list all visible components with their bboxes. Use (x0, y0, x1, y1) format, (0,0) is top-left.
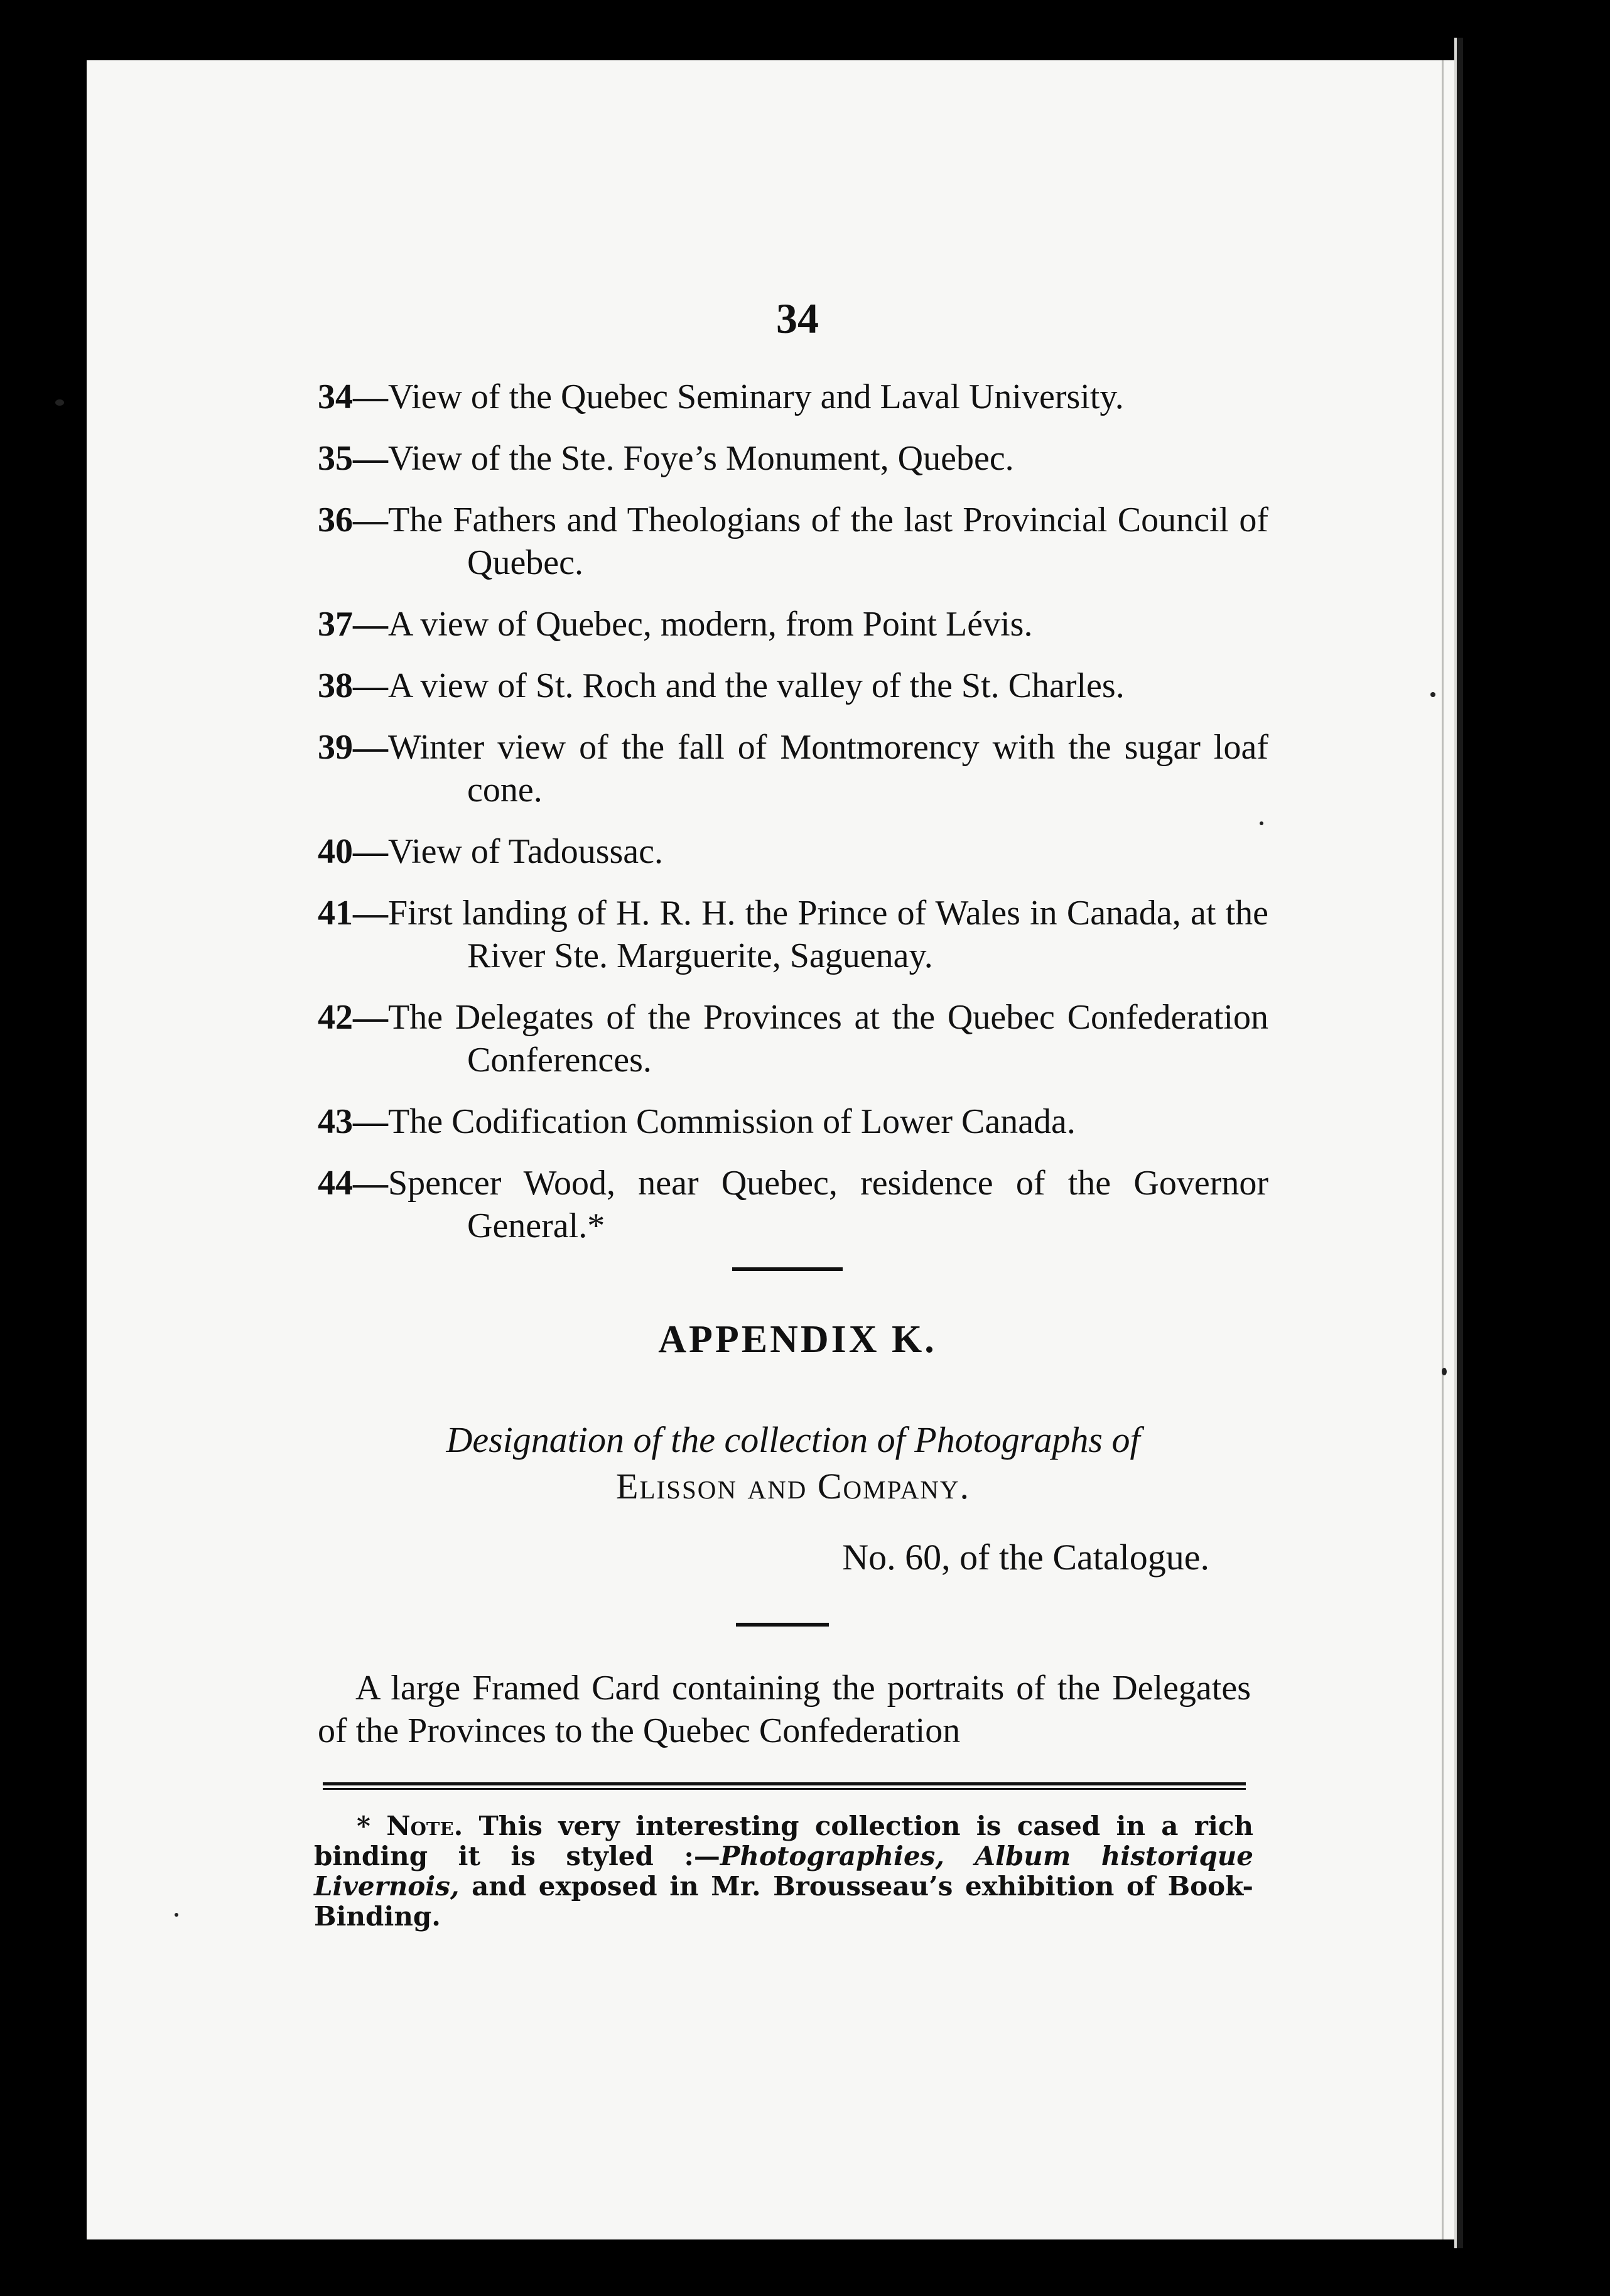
page-fold-line (1442, 60, 1444, 2239)
entry-number: 42— (318, 998, 388, 1037)
list-item (318, 664, 1268, 707)
footnote-italic-title: Photographies, Album historique Livernois, (314, 1841, 1253, 1902)
footnote-text: This very interesting collection is cased in a rich binding it is styled :— (314, 1811, 1253, 1871)
designation-text: Designation of the collection of Photographs of (446, 1419, 1140, 1460)
list-item (318, 376, 1268, 418)
section-divider (732, 1267, 843, 1271)
entry-text: The Codification Commission of Lower Canada. (388, 1102, 1076, 1141)
entry-number: 44— (318, 1164, 388, 1203)
entry-text: A view of St. Roch and the valley of the St. Charles. (388, 666, 1125, 705)
entry-number: 37— (318, 605, 388, 644)
framed-card-paragraph: A large Framed Card containing the portraits of the Delegates of the Provinces to the Quebec Confederation (318, 1669, 1251, 1750)
list-item (318, 499, 1268, 584)
footnote-marker: * (357, 1811, 387, 1841)
scan-speck (1442, 1368, 1447, 1375)
list-item (318, 726, 1268, 811)
binding-edge (1454, 38, 1463, 2248)
footnote (314, 1811, 1253, 1932)
catalogue-reference: No. 60, of the Catalogue. (842, 1537, 1209, 1578)
list-item (318, 830, 1268, 873)
entry-text: The Delegates of the Provinces at the Quebec Confederation Conferences. (388, 998, 1268, 1080)
entry-number: 34— (318, 377, 388, 416)
section-divider (736, 1623, 829, 1627)
scan-speck (1430, 692, 1435, 697)
entry-text: Winter view of the fall of Montmorency with the sugar loaf cone. (388, 728, 1268, 810)
footnote-note-word: Note. (386, 1811, 463, 1841)
appendix-designation (318, 1417, 1268, 1510)
entry-number: 39— (318, 728, 388, 767)
entry-text: Spencer Wood, near Quebec, residence of the Governor General.* (388, 1164, 1268, 1245)
appendix-heading: APPENDIX K. (658, 1318, 937, 1361)
list-item (318, 603, 1268, 646)
entry-number: 35— (318, 439, 388, 478)
list-item (318, 1162, 1268, 1247)
entry-number: 38— (318, 666, 388, 705)
entry-text: First landing of H. R. H. the Prince of Wales in Canada, at the River Ste. Marguerite, Saguenay. (388, 894, 1268, 975)
list-item (318, 996, 1268, 1081)
entry-text: View of Tadoussac. (388, 832, 664, 871)
scan-speck (175, 1913, 178, 1917)
footnote-rule (323, 1782, 1246, 1790)
list-item (318, 892, 1268, 977)
entry-text: View of the Quebec Seminary and Laval University. (388, 377, 1124, 416)
entry-text: The Fathers and Theologians of the last Provincial Council of Quebec. (388, 501, 1268, 582)
list-item (318, 437, 1268, 480)
list-item (318, 1100, 1268, 1143)
page-number: 34 (776, 295, 819, 342)
entry-text: A view of Quebec, modern, from Point Lévis. (388, 605, 1033, 644)
company-name: Elisson and Company. (616, 1466, 970, 1507)
entry-number: 36— (318, 501, 388, 539)
footnote-text: and exposed in Mr. Brousseau’s exhibition of Book-Binding. (314, 1871, 1253, 1932)
entry-number: 40— (318, 832, 388, 871)
photograph-list (318, 376, 1268, 1266)
entry-number: 43— (318, 1102, 388, 1141)
entry-number: 41— (318, 894, 388, 933)
scan-speck (55, 399, 64, 406)
entry-text: View of the Ste. Foye’s Monument, Quebec. (388, 439, 1014, 478)
